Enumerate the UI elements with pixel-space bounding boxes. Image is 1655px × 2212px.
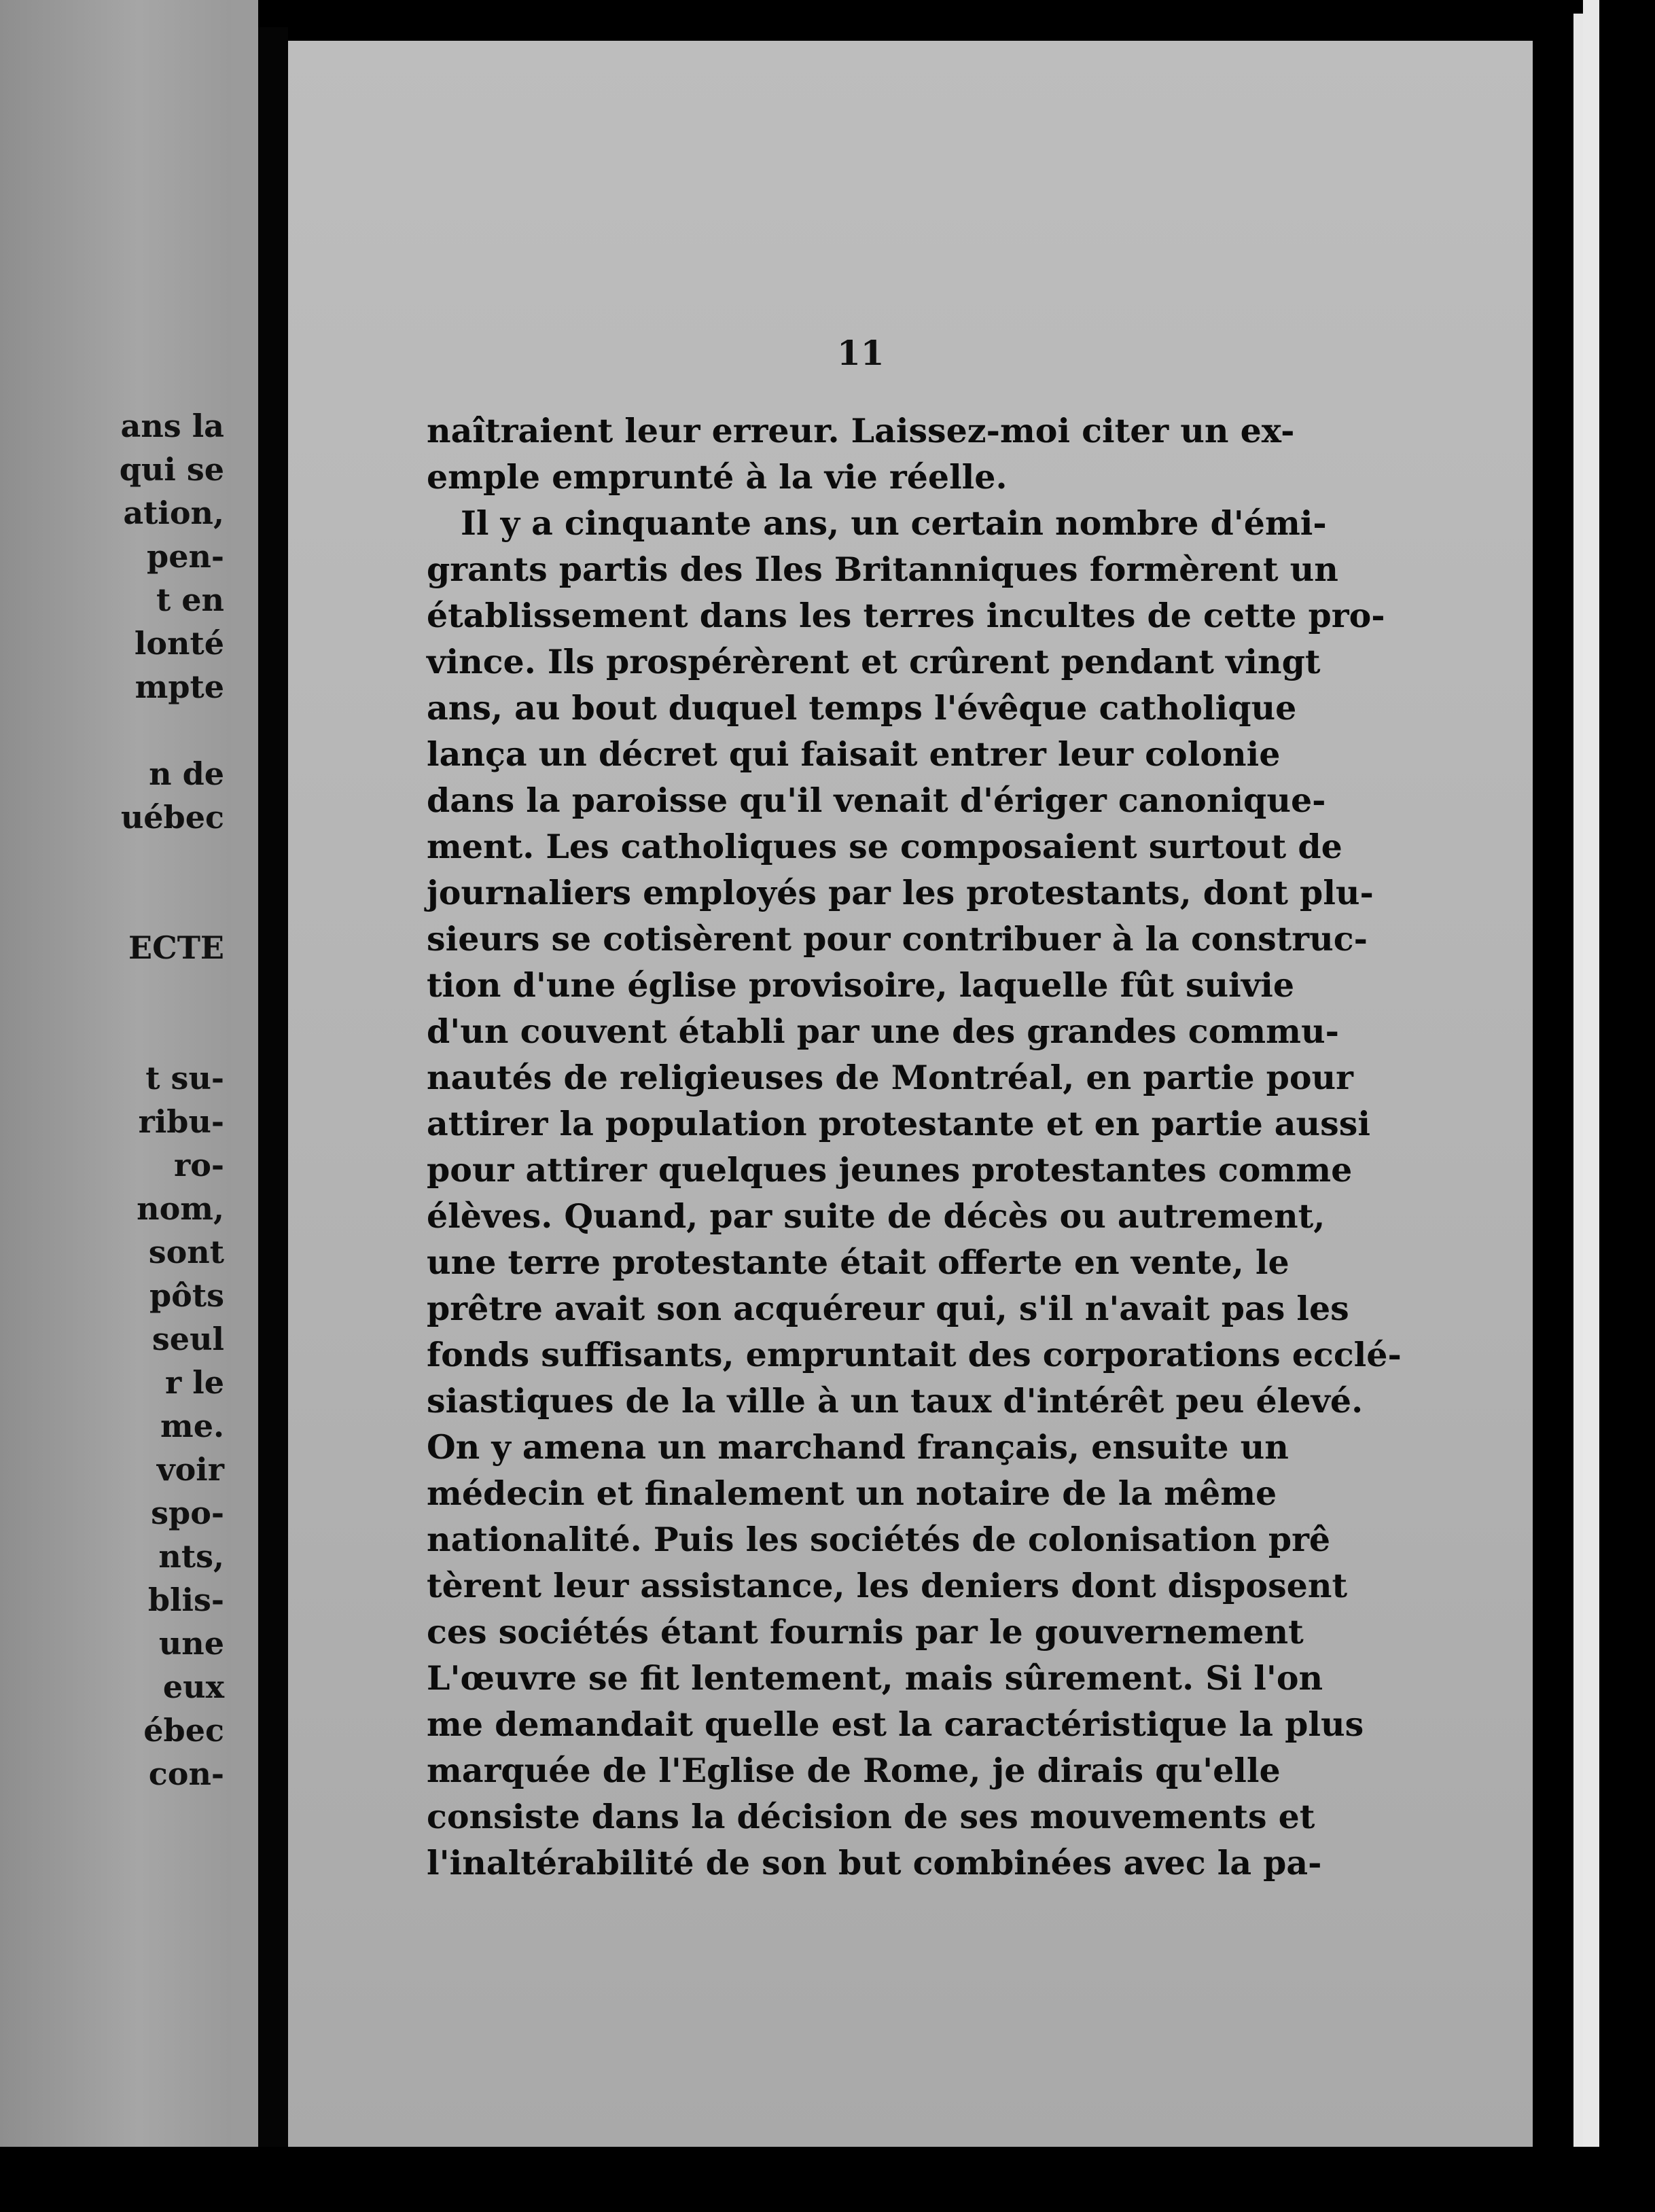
text-line: ans, au bout duquel temps l'évêque catholique [427, 688, 1297, 728]
text-line: nautés de religieuses de Montréal, en partie pour [427, 1058, 1353, 1097]
text-line: dans la paroisse qu'il venait d'ériger canonique- [427, 781, 1326, 820]
left-page-fragment: seul [152, 1321, 224, 1357]
scan-border [1583, 0, 1599, 2212]
text-line: siastiques de la ville à un taux d'intérêt peu élevé. [427, 1381, 1364, 1421]
left-page-fragment: ébec [143, 1712, 224, 1749]
text-line: journaliers employés par les protestants, dont plu- [427, 873, 1374, 912]
page-edge-shadow [1533, 14, 1583, 2160]
text-line: élèves. Quand, par suite de décès ou autrement, [427, 1196, 1325, 1236]
left-page-fragment: pen- [147, 538, 224, 575]
text-line: L'œuvre se fit lentement, mais sûrement. Si l'on [427, 1658, 1323, 1698]
text-line: ces sociétés étant fournis par le gouvernement [427, 1612, 1304, 1652]
left-page-fragment: con- [148, 1755, 224, 1792]
page-fold [231, 0, 258, 2212]
left-page-fragment: lonté [134, 625, 224, 662]
left-page-fragment: pôts [149, 1277, 224, 1314]
left-page-fragment: blis- [147, 1582, 224, 1618]
text-line: Il y a cinquante ans, un certain nombre d'émi- [461, 503, 1327, 543]
text-line: prêtre avait son acquéreur qui, s'il n'avait pas les [427, 1289, 1349, 1328]
text-line: emple emprunté à la vie réelle. [427, 457, 1008, 497]
left-page-fragment: me. [160, 1408, 224, 1444]
book-spine [258, 27, 288, 2147]
text-line: me demandait quelle est la caractéristique la plus [427, 1705, 1364, 1744]
body-text [427, 408, 1402, 1886]
text-line: fonds suffisants, empruntait des corporations ecclé- [427, 1335, 1402, 1374]
left-page-fragment: voir [156, 1451, 224, 1488]
text-line: vince. Ils prospérèrent et crûrent pendant vingt [427, 642, 1321, 681]
text-line: marquée de l'Eglise de Rome, je dirais qu'elle [427, 1751, 1281, 1790]
text-line: établissement dans les terres incultes de cette pro- [427, 596, 1385, 635]
text-line: naîtraient leur erreur. Laissez-moi citer un ex- [427, 411, 1295, 450]
left-page-fragment: nts, [158, 1538, 224, 1575]
left-page-fragment: ation, [123, 495, 224, 531]
left-page-fragment: t en [156, 582, 224, 618]
left-page-fragment: eux [162, 1669, 224, 1705]
text-line: une terre protestante était offerte en vente, le [427, 1243, 1289, 1282]
left-page-fragment: ro- [173, 1147, 224, 1183]
text-line: grants partis des Iles Britanniques formèrent un [427, 550, 1338, 589]
text-line: lança un décret qui faisait entrer leur colonie [427, 734, 1281, 774]
left-page-fragment: nom, [137, 1190, 224, 1227]
text-line: d'un couvent établi par une des grandes commu- [427, 1012, 1339, 1051]
left-page-fragment: sont [148, 1234, 224, 1270]
text-line: nationalité. Puis les sociétés de colonisation prê [427, 1520, 1331, 1559]
left-page-fragment: ans la [120, 408, 224, 444]
text-line: ment. Les catholiques se composaient surtout de [427, 827, 1342, 866]
left-page-fragment: uébec [120, 799, 224, 836]
left-page-fragment: mpte [135, 668, 224, 705]
text-line: attirer la population protestante et en partie aussi [427, 1104, 1370, 1143]
scan-bottom-border [0, 2147, 1655, 2212]
text-line: consiste dans la décision de ses mouvements et [427, 1797, 1315, 1836]
text-line: tion d'une église provisoire, laquelle fût suivie [427, 965, 1295, 1005]
left-page-fragment: n de [149, 755, 224, 792]
text-line: l'inaltérabilité de son but combinées avec la pa- [427, 1843, 1322, 1883]
left-page-fragment: spo- [151, 1495, 224, 1531]
text-line: tèrent leur assistance, les deniers dont disposent [427, 1566, 1348, 1605]
left-page [0, 0, 231, 2212]
left-page-fragment: ECTE [128, 929, 224, 966]
left-page-fragment: r le [165, 1364, 224, 1401]
text-line: pour attirer quelques jeunes protestantes comme [427, 1150, 1353, 1190]
left-page-fragment: ribu- [138, 1103, 224, 1140]
left-page-fragment: une [158, 1625, 224, 1662]
text-line: sieurs se cotisèrent pour contribuer à la construc- [427, 919, 1368, 959]
text-line: On y amena un marchand français, ensuite un [427, 1427, 1289, 1467]
left-page-fragment: t su- [145, 1060, 224, 1096]
left-page-fragment: qui se [119, 451, 224, 488]
page-number: 11 [837, 333, 885, 373]
text-line: médecin et finalement un notaire de la même [427, 1474, 1277, 1513]
